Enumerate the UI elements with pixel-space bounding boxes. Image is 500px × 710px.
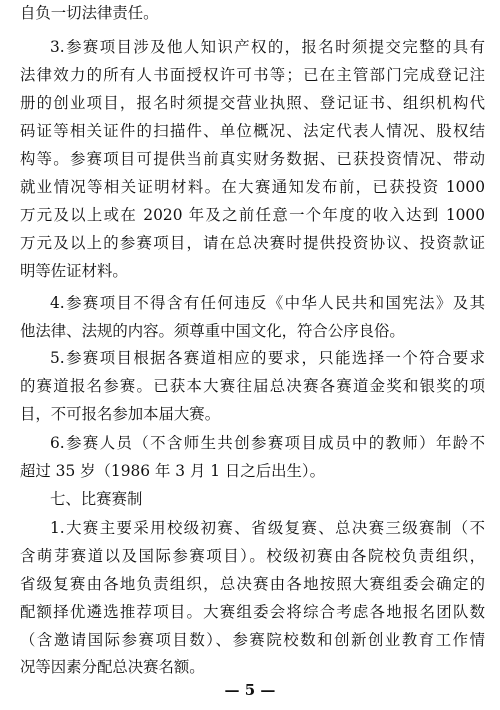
text-line: （含邀请国际参赛项目数）、参赛院校数和创新创业教育工作情 <box>20 631 485 649</box>
text-line: 5.参赛项目根据各赛道相应的要求，只能选择一个符合要求 <box>50 349 485 367</box>
text-line: 码证等相关证件的扫描件、单位概况、法定代表人情况、股权结 <box>20 122 485 140</box>
text-line: 省级复赛由各地负责组织，总决赛由各地按照大赛组委会确定的 <box>20 575 485 593</box>
text-line: 万元及以上或在 2020 年及之前任意一个年度的收入达到 1000 <box>20 206 485 224</box>
text-line: 3.参赛项目涉及他人知识产权的，报名时须提交完整的具有 <box>50 38 485 56</box>
text-line: 6.参赛人员（不含师生共创参赛项目成员中的教师）年龄不 <box>50 434 485 452</box>
text-line: 法律效力的所有人书面授权许可书等；已在主管部门完成登记注 <box>20 66 485 84</box>
text-line: 构等。参赛项目可提供当前真实财务数据、已获投资情况、带动 <box>20 150 485 168</box>
page-number: — 5 — <box>224 681 276 699</box>
text-line: 配额择优遴选推荐项目。大赛组委会将综合考虑各地报名团队数 <box>20 603 485 621</box>
text-line: 1.大赛主要采用校级初赛、省级复赛、总决赛三级赛制（不 <box>50 519 485 537</box>
text-line: 万元及以上的参赛项目，请在总决赛时提供投资协议、投资款证 <box>20 234 485 252</box>
text-line: 就业情况等相关证明材料。在大赛通知发布前，已获投资 1000 <box>20 178 485 196</box>
text-line: 他法律、法规的内容。须尊重中国文化，符合公序良俗。 <box>20 322 405 340</box>
text-line: 目，不可报名参加本届大赛。 <box>20 405 221 423</box>
text-line: 的赛道报名参赛。已获本大赛往届总决赛各赛道金奖和银奖的项 <box>20 377 485 395</box>
text-line: 况等因素分配总决赛名额。 <box>20 658 205 676</box>
text-line: 4.参赛项目不得含有任何违反《中华人民共和国宪法》及其 <box>50 294 485 312</box>
text-line: 册的创业项目，报名时须提交营业执照、登记证书、组织机构代 <box>20 94 485 112</box>
section-heading: 七、比赛赛制 <box>50 490 143 508</box>
text-line: 自负一切法律责任。 <box>20 4 159 22</box>
text-line: 超过 35 岁（1986 年 3 月 1 日之后出生）。 <box>20 462 325 480</box>
text-line: 含萌芽赛道以及国际参赛项目）。校级初赛由各院校负责组织， <box>20 547 485 565</box>
text-line: 明等佐证材料。 <box>20 262 128 280</box>
